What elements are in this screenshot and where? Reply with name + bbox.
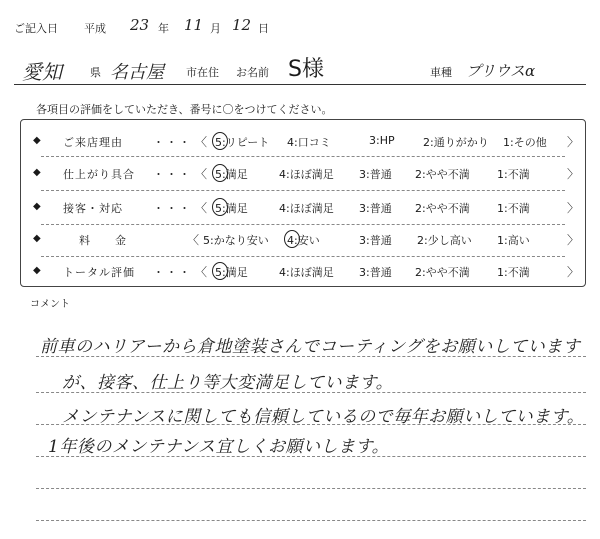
month-value[interactable]: 11 (184, 16, 204, 34)
comment-line-1: 前車のハリアーから倉地塗装さんでコーティングをお願いしています (40, 337, 581, 357)
city-label: 市在住 (186, 66, 219, 79)
row-leader-dots: ・・・ (153, 168, 192, 181)
option-1[interactable]: 1:不満 (497, 168, 530, 181)
option-4[interactable]: 4:ほぼ満足 (279, 202, 334, 215)
diamond-bullet-icon: ◆ (33, 135, 41, 146)
row-separator (41, 256, 565, 257)
comment-rule (36, 356, 586, 357)
prefecture-value[interactable]: 愛知 (22, 60, 62, 84)
row-leader-dots: ・・・ (153, 136, 192, 149)
option-3[interactable]: 3:HP (369, 134, 395, 147)
selected-circle-icon (215, 264, 225, 276)
diamond-bullet-icon: ◆ (33, 201, 41, 212)
comment-rule (36, 520, 586, 521)
option-2[interactable]: 2:通りがかり (423, 136, 489, 149)
close-bracket: 〉 (567, 233, 580, 247)
diamond-bullet-icon: ◆ (33, 233, 41, 244)
survey-row-price (21, 226, 585, 254)
row-label: トータル評価 (63, 266, 135, 279)
diamond-bullet-icon: ◆ (33, 265, 41, 276)
survey-row-total (21, 258, 585, 286)
selected-circle-icon (215, 200, 225, 212)
option-5[interactable]: 5:満足 (215, 266, 248, 279)
year-label: 年 (158, 22, 169, 35)
month-label: 月 (210, 22, 221, 35)
close-bracket: 〉 (567, 201, 580, 215)
row-separator (41, 156, 565, 157)
option-2[interactable]: 2:やや不満 (415, 168, 470, 181)
comment-line-2: が、接客、仕上り等大変満足しています。 (62, 373, 394, 393)
row-leader-dots: ・・・ (153, 202, 192, 215)
option-4[interactable]: 4:ほぼ満足 (279, 168, 334, 181)
entry-date-label: ご記入日 (14, 22, 58, 35)
selected-circle-icon (287, 232, 297, 244)
row-label: ご来店理由 (63, 136, 123, 149)
row-label: 料 金 (79, 234, 127, 247)
open-bracket: 〈 (195, 201, 208, 215)
option-3[interactable]: 3:普通 (359, 202, 392, 215)
option-1[interactable]: 1:不満 (497, 202, 530, 215)
close-bracket: 〉 (567, 167, 580, 181)
option-2[interactable]: 2:やや不満 (415, 202, 470, 215)
option-2[interactable]: 2:やや不満 (415, 266, 470, 279)
option-5[interactable]: 5:かなり安い (203, 234, 269, 247)
comment-rule (36, 424, 586, 425)
option-2[interactable]: 2:少し高い (417, 234, 472, 247)
diamond-bullet-icon: ◆ (33, 167, 41, 178)
option-4[interactable]: 4:ほぼ満足 (279, 266, 334, 279)
option-4[interactable]: 4:口コミ (287, 136, 331, 149)
comment-label: コメント (30, 299, 70, 310)
close-bracket: 〉 (567, 135, 580, 149)
option-3[interactable]: 3:普通 (359, 168, 392, 181)
open-bracket: 〈 (187, 233, 200, 247)
city-value[interactable]: 名古屋 (110, 62, 164, 83)
option-1[interactable]: 1:不満 (497, 266, 530, 279)
option-1[interactable]: 1:高い (497, 234, 530, 247)
option-5[interactable]: 5:満足 (215, 168, 248, 181)
prefecture-label: 県 (90, 66, 101, 79)
open-bracket: 〈 (195, 167, 208, 181)
selected-circle-icon (215, 134, 225, 146)
row-label: 仕上がり具合 (63, 168, 135, 181)
option-5[interactable]: 5:満足 (215, 202, 248, 215)
selected-circle-icon (215, 166, 225, 178)
comment-rule (36, 392, 586, 393)
era-label: 平成 (84, 22, 106, 35)
row-label: 接客・対応 (63, 202, 123, 215)
option-3[interactable]: 3:普通 (359, 266, 392, 279)
year-value[interactable]: 23 (130, 16, 150, 34)
row-separator (41, 224, 565, 225)
option-1[interactable]: 1:その他 (503, 136, 547, 149)
comment-line-3: メンテナンスに関しても信頼しているので毎年お願いしています。 (62, 407, 585, 427)
open-bracket: 〈 (195, 135, 208, 149)
car-label: 車種 (430, 66, 452, 79)
comment-rule (36, 488, 586, 489)
option-5[interactable]: 5:リピート (215, 136, 270, 149)
option-4[interactable]: 4:安い (287, 234, 320, 247)
option-3[interactable]: 3:普通 (359, 234, 392, 247)
instruction-text: 各項目の評価をしていただき、番号に〇をつけてください。 (36, 103, 333, 116)
survey-row-finish-quality (21, 160, 585, 188)
comment-rule (36, 456, 586, 457)
name-label: お名前 (236, 66, 269, 79)
day-value[interactable]: 12 (232, 16, 252, 34)
day-label: 日 (258, 22, 269, 35)
car-value[interactable]: プリウスα (466, 62, 536, 80)
header-underline (14, 84, 586, 85)
close-bracket: 〉 (567, 265, 580, 279)
comment-line-4: 1年後のメンテナンス宜しくお願いします。 (48, 437, 390, 457)
row-leader-dots: ・・・ (153, 266, 192, 279)
survey-row-service (21, 194, 585, 222)
survey-row-visit-reason (21, 128, 585, 156)
survey-box (20, 119, 586, 287)
open-bracket: 〈 (195, 265, 208, 279)
customer-name[interactable]: S様 (288, 57, 324, 82)
row-separator (41, 190, 565, 191)
